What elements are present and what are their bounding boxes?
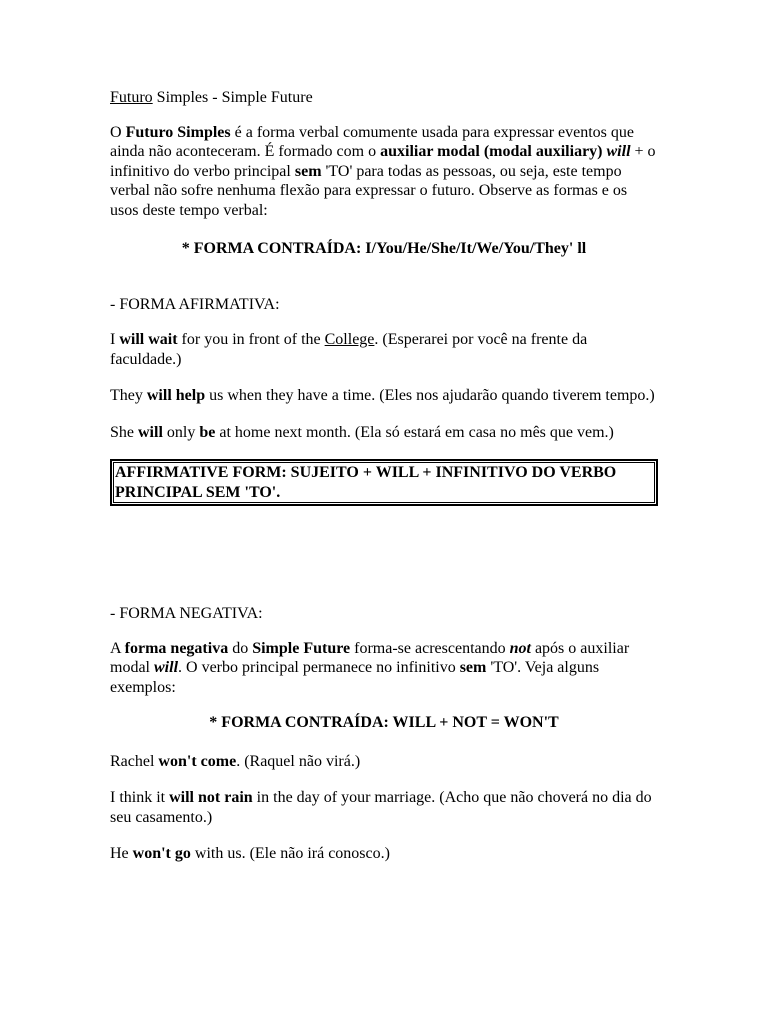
document-page <box>110 88 658 881</box>
intro-text: + o infinitivo do verbo principal <box>110 143 656 180</box>
example-text: . (Raquel não virá.) <box>236 752 361 770</box>
intro-bold-sem: sem <box>294 162 322 180</box>
example-bold: be <box>199 423 216 441</box>
intro-text: é a forma verbal comumente usada para expressar eventos que ainda não aconteceram. É formado com o <box>110 123 634 160</box>
example-text: Rachel <box>110 752 159 770</box>
intro-text: do <box>228 639 253 657</box>
intro-text: . O verbo principal permanece no infinitivo <box>178 659 460 676</box>
affirmative-example-1 <box>110 330 658 369</box>
example-text: They <box>110 387 147 404</box>
intro-bold-italic-will: will <box>606 143 631 160</box>
example-text: I think it <box>110 789 170 806</box>
example-text: He <box>110 845 133 862</box>
affirmative-formula-box: AFFIRMATIVE FORM: SUJEITO + WILL + INFINITIVO DO VERBO PRINCIPAL SEM 'TO'. <box>110 459 658 506</box>
negative-example-1 <box>110 752 658 772</box>
example-text: in the day of your marriage. (Acho que não choverá no dia do seu casamento.) <box>110 789 652 826</box>
intro-text: O <box>110 123 126 141</box>
intro-paragraph <box>110 123 658 221</box>
example-underlined: College <box>324 331 375 348</box>
example-text: only <box>162 423 200 441</box>
example-text: for you in front of the <box>177 331 325 348</box>
example-bold: will help <box>146 387 206 404</box>
negative-example-3 <box>110 844 658 864</box>
contracted-form-negative: * FORMA CONTRAÍDA: WILL + NOT = WON'T <box>209 714 559 731</box>
intro-text: 'TO' para todas as pessoas, ou seja, este tempo verbal não sofre nenhuma flexão para expressar o futuro. Observe as formas e os usos deste tempo verbal: <box>110 162 628 219</box>
example-text: with us. (Ele não irá conosco.) <box>190 845 390 862</box>
example-text: I <box>110 331 120 348</box>
intro-bold-forma-negativa: forma negativa <box>124 639 229 657</box>
intro-text: forma-se acrescentando <box>350 639 510 657</box>
example-bold: will not rain <box>169 789 253 806</box>
intro-bold-auxiliar-modal: auxiliar modal (modal auxiliary) <box>380 143 603 160</box>
negative-example-2 <box>110 788 658 827</box>
intro-bold-simple-future: Simple Future <box>252 639 351 657</box>
example-text: us when they have a time. (Eles nos ajudarão quando tiverem tempo.) <box>205 387 655 404</box>
example-text: . (Esperarei por você na frente da faculdade.) <box>110 331 588 368</box>
affirmative-example-3 <box>110 423 658 443</box>
example-bold: won't go <box>132 845 191 862</box>
example-text: She <box>110 423 138 441</box>
example-text: at home next month. (Ela só estará em casa no mês que vem.) <box>215 423 614 441</box>
negative-heading: - FORMA NEGATIVA: <box>110 605 263 622</box>
intro-text: 'TO'. Veja alguns exemplos: <box>110 659 600 696</box>
affirmative-example-2 <box>110 386 658 406</box>
contracted-form-affirmative: * FORMA CONTRAÍDA: I/You/He/She/It/We/You/They' ll <box>181 240 587 257</box>
title-rest: Simples - Simple Future <box>152 89 313 106</box>
intro-bold-futuro-simples: Futuro Simples <box>125 123 231 141</box>
intro-bold-italic-not: not <box>509 639 531 657</box>
affirmative-heading: - FORMA AFIRMATIVA: <box>110 295 280 313</box>
document-title <box>110 88 658 108</box>
intro-bold-sem: sem <box>459 659 487 676</box>
example-bold: will wait <box>119 331 178 348</box>
negative-intro-paragraph <box>110 639 658 698</box>
intro-text: A <box>110 639 125 657</box>
example-bold: won't come <box>158 752 237 770</box>
intro-text: após o auxiliar modal <box>110 639 630 676</box>
example-bold: will <box>138 423 163 441</box>
intro-bold-italic-will: will <box>154 659 179 676</box>
title-underlined-word: Futuro <box>110 89 153 106</box>
